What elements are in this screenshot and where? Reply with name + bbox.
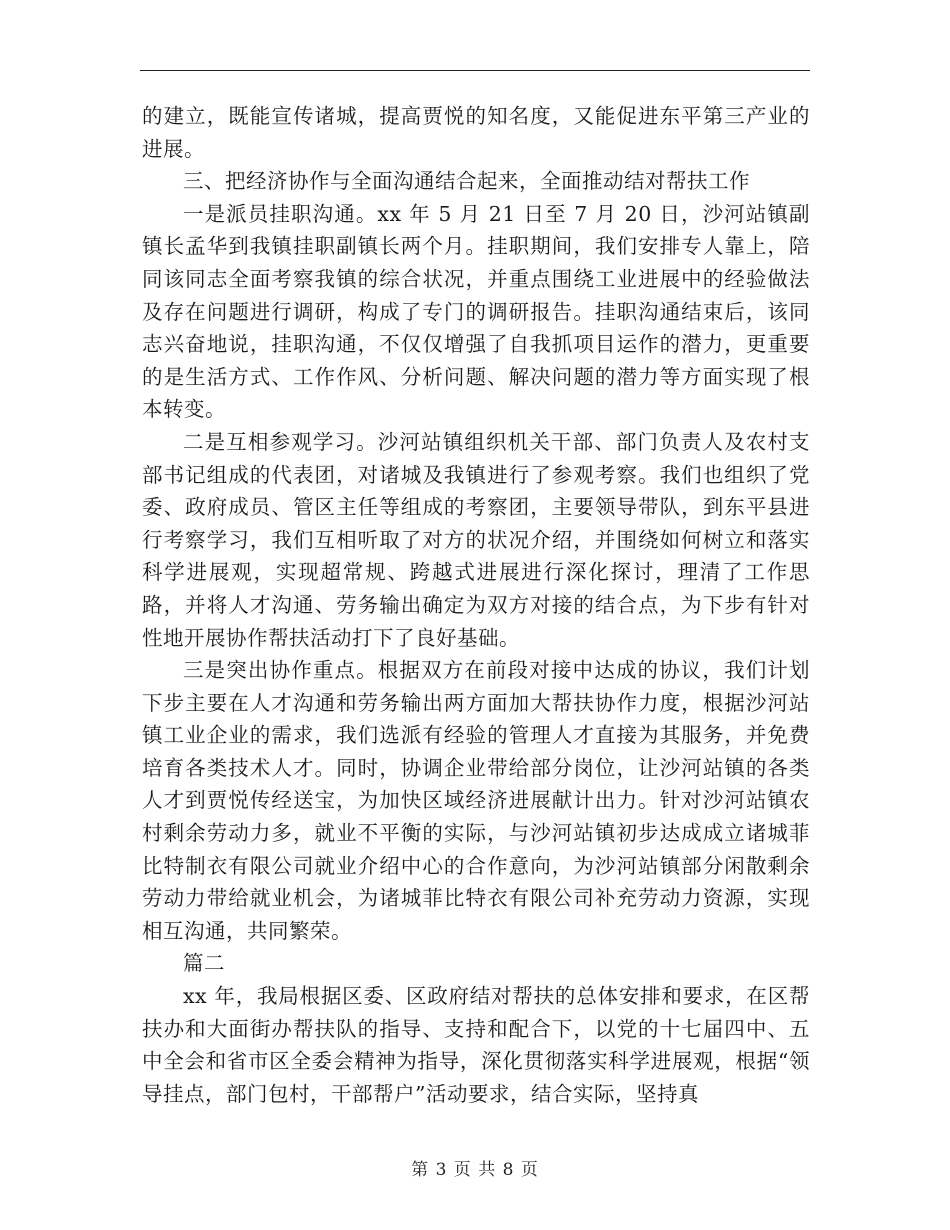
- paragraph-continuation: 的建立，既能宣传诸城，提高贾悦的知名度，又能促进东平第三产业的进展。: [142, 104, 810, 161]
- paragraph-part-two: xx 年，我局根据区委、区政府结对帮扶的总体安排和要求，在区帮扶办和大面街办帮扶队的指导、支持和配合下，以党的十七届四中、五中全会和省市区全委会精神为指导，深化贯彻落实科学进展观，根据“领导挂点，部门包村，干部帮户”活动要求，结合实际，坚持真: [142, 984, 810, 1106]
- page-number: 第 3 页 共 8 页: [411, 1160, 539, 1180]
- paragraph-exchange: 一是派员挂职沟通。xx 年 5 月 21 日至 7 月 20 日，沙河站镇副镇长孟华到我镇挂职副镇长两个月。挂职期间，我们安排专人靠上，陪同该同志全面考察我镇的综合状况，并重点围绕工业进展中的经验做法及存在问题进行调研，构成了专门的调研报告。挂职沟通结束后，该同志兴奋地说，挂职沟通，不仅仅增强了自我抓项目运作的潜力，更重要的是生活方式、工作作风、分析问题、解决问题的潜力等方面实现了根本转变。: [142, 201, 810, 422]
- part-two-heading: 篇二: [183, 951, 225, 976]
- paragraph-focus: 三是突出协作重点。根据双方在前段对接中达成的协议，我们计划下步主要在人才沟通和劳务输出两方面加大帮扶协作力度，根据沙河站镇工业企业的需求，我们选派有经验的管理人才直接为其服务，并免费培育各类技术人才。同时，协调企业带给部分岗位，让沙河站镇的各类人才到贾悦传经送宝，为加快区域经济进展献计出力。针对沙河站镇农村剩余劳动力多，就业不平衡的实际，与沙河站镇初步达成成立诸城菲比特制衣有限公司就业介绍中心的合作意向，为沙河站镇部分闲散剩余劳动力带给就业机会，为诸城菲比特衣有限公司补充劳动力资源，实现相互沟通，共同繁荣。: [142, 658, 810, 943]
- document-body: [142, 100, 810, 1110]
- section-heading: 三、把经济协作与全面沟通结合起来，全面推动结对帮扶工作: [183, 169, 750, 194]
- header-rule: [140, 70, 810, 71]
- paragraph-visit: 二是互相参观学习。沙河站镇组织机关干部、部门负责人及农村支部书记组成的代表团，对诸城及我镇进行了参观考察。我们也组织了党委、政府成员、管区主任等组成的考察团，主要领导带队，到东平县进行考察学习，我们互相听取了对方的状况介绍，并围绕如何树立和落实科学进展观，实现超常规、跨越式进展进行深化探讨，理清了工作思路，并将人才沟通、劳务输出确定为双方对接的结合点，为下步有针对性地开展协作帮扶活动打下了良好基础。: [142, 429, 810, 650]
